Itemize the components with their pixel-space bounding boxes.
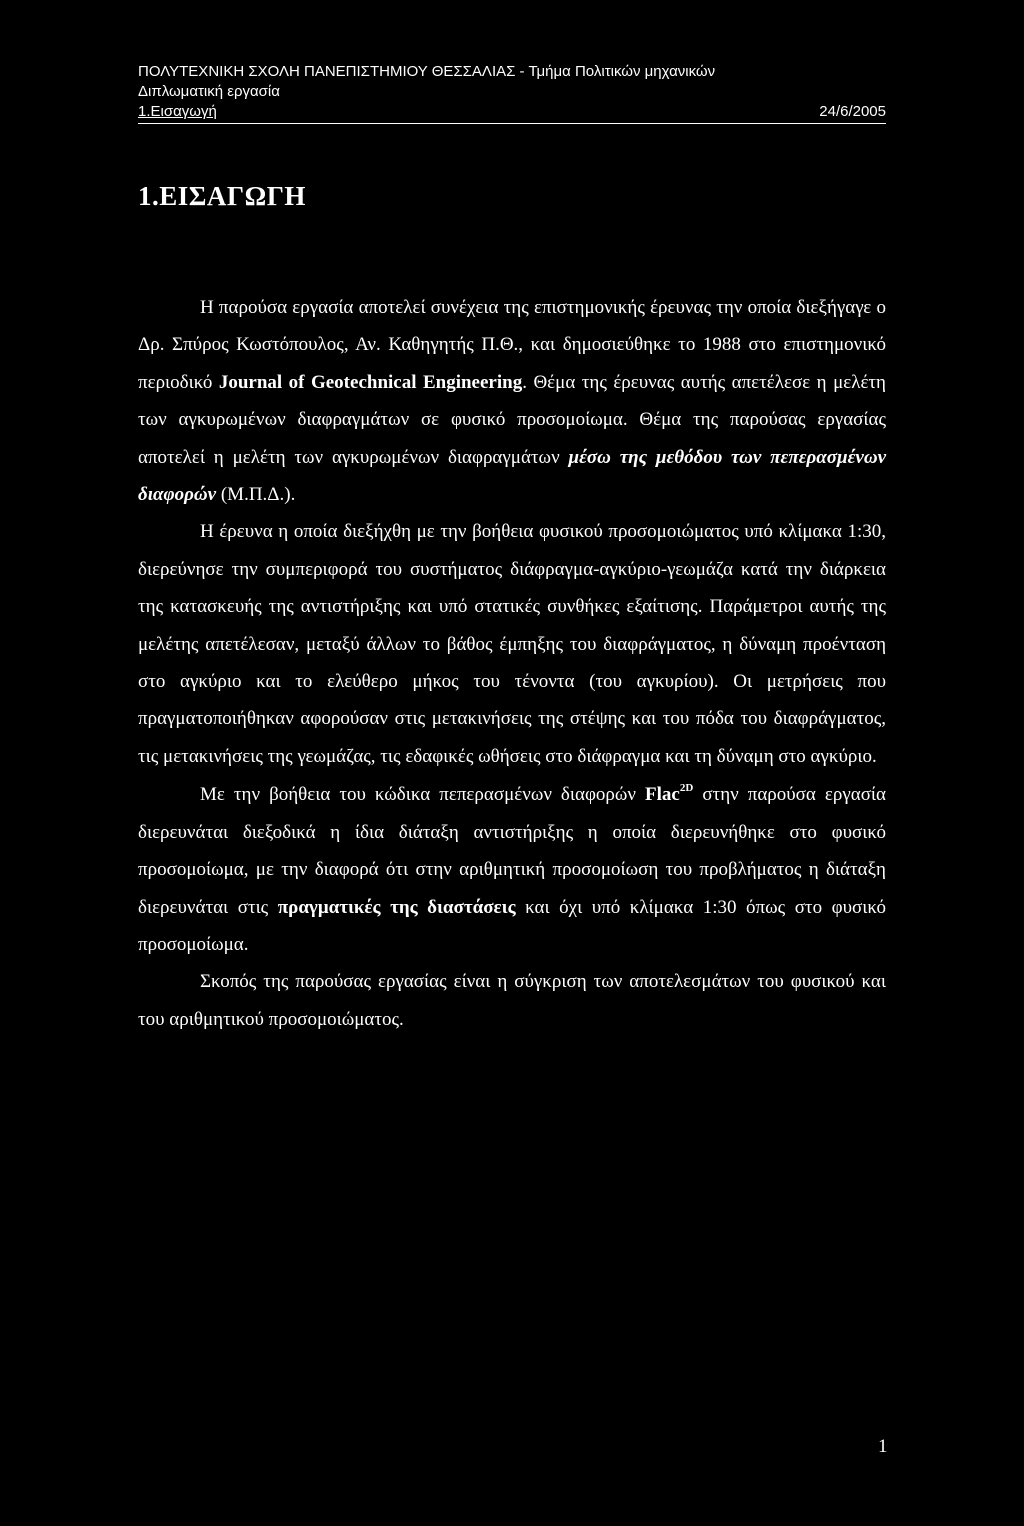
paragraph-3 [138,776,886,963]
p1-text-a: Η παρούσα εργασία αποτελεί συνέχεια της επιστημονικής έρευνας την οποία διεξήγαγε ο Δρ. Σπύρος Κωστόπουλος, Αν. Καθηγητής Π.Θ., και δημοσιεύθηκε το 1988 στο επιστημονικό περιοδικό [138,297,886,393]
p2-text: Η έρευνα η οποία διεξήχθη με την βοήθεια φυσικού προσομοιώματος υπό κλίμακα 1:30, διερεύνησε την συμπεριφορά του συστήματος διάφραγμα-αγκύριο-γεωμάζα κατά την διάρκεια της κατασκευής της αντιστήριξης και υπό στατικές συνθήκες εξαίτισης. Παράμετροι αυτής της μελέτης απετέλεσαν, μεταξύ άλλων το βάθος έμπηξης του διαφράγματος, η δύναμη προένταση στο αγκύριο και το ελεύθερο μήκος του τένοντα (του αγκυρίου). Οι μετρήσεις που πραγματοποιήθηκαν αφορούσαν στις μετακινήσεις της στέψης και του πόδα του διαφράγματος, τις μετακινήσεις της γεωμάζας, τις εδαφικές ωθήσεις στο διάφραγμα και τη δύναμη στο αγκύριο. [138,521,886,767]
header-chapter: 1.Εισαγωγή [138,103,217,120]
header-chapter-row [138,102,886,124]
p3-text-b: στην παρούσα εργασία διερευνάται διεξοδικά η ίδια διάταξη αντιστήριξης η οποία διερευνήθηκε στο φυσικό προσομοίωμα, με την διαφορά ότι στην αριθμητική προσομοίωση του προβλήματος η διάταξη διερευνάται στις [138,784,886,918]
p1-text-b: . Θέμα της έρευνας αυτής απετέλεσε η μελέτη των αγκυρωμένων διαφραγμάτων σε φυσικό προσομοίωμα. Θέμα της παρούσας εργασίας αποτελεί η μελέτη των αγκυρωμένων διαφραγμάτων [138,371,886,468]
flac-superscript: 2D [679,782,694,795]
p4-text: Σκοπός της παρούσας εργασίας είναι η σύγκριση των αποτελεσμάτων του φυσικού και του αριθμητικού προσομοιώματος. [138,971,886,1030]
p1-text-c: (Μ.Π.Δ.). [216,484,296,506]
paragraph-2 [138,513,886,775]
paragraph-4 [138,963,886,1038]
body-text [138,289,886,1038]
real-dimensions-phrase: πραγματικές της διαστάσεις [277,896,516,918]
method-phrase: μέσω της μεθόδου των πεπερασμένων διαφορών [138,446,887,506]
page-number: 1 [878,1436,888,1457]
header-date: 24/6/2005 [819,103,886,120]
paragraph-1 [138,289,886,513]
p3-text-c: και όχι υπό κλίμακα 1:30 όπως στο φυσικό προσομοίωμα. [138,896,886,955]
flac-name: Flac [645,784,680,806]
journal-name: Journal of Geotechnical Engineering [218,371,523,393]
header-doc-type: Διπλωματική εργασία [138,83,280,100]
chapter-title: 1.ΕΙΣΑΓΩΓΗ [138,181,306,211]
header-institution: ΠΟΛΥΤΕΧΝΙΚΗ ΣΧΟΛΗ ΠΑΝΕΠΙΣΤΗΜΙΟΥ ΘΕΣΣΑΛΙΑΣ - Τμήμα Πολιτικών μηχανικών [138,63,716,80]
p3-text-a: Με την βοήθεια του κώδικα πεπερασμένων διαφορών [200,784,646,806]
page-header [138,62,886,124]
